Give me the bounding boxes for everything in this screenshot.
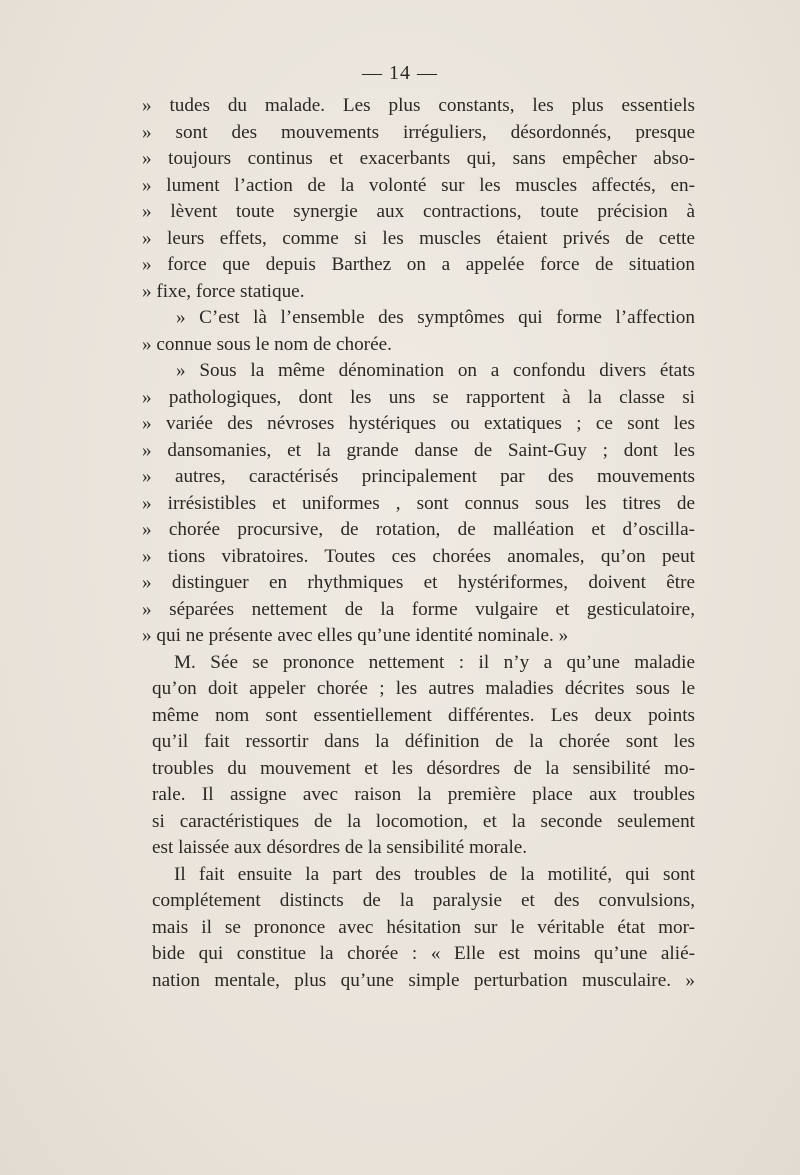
text-line: » leurs effets, comme si les muscles étaient privés de cette <box>142 227 695 249</box>
text-line: complétement distincts de la paralysie et des convulsions, <box>152 890 695 911</box>
text-line: mais il se prononce avec hésitation sur le véritable état mor- <box>152 916 695 938</box>
text-line: qu’on doit appeler chorée ; les autres maladies décrites sous le <box>152 678 695 699</box>
text-line: » autres, caractérisés principalement par des mouvements <box>142 466 695 487</box>
body-text <box>142 93 695 994</box>
text-line: » connue sous le nom de chorée. <box>142 333 392 355</box>
text-line: » tudes du malade. Les plus constants, les plus essentiels <box>142 95 695 116</box>
text-line: » qui ne présente avec elles qu’une identité nominale. » <box>142 625 569 646</box>
text-line: » C’est là l’ensemble des symptômes qui forme l’affection <box>176 307 695 328</box>
text-line: » tions vibratoires. Toutes ces chorées anomales, qu’on peut <box>142 545 695 567</box>
text-line: troubles du mouvement et les désordres de la sensibilité mo- <box>152 757 695 779</box>
text-line: » distinguer en rhythmiques et hystériformes, doivent être <box>142 572 695 593</box>
text-line: même nom sont essentiellement différentes. Les deux points <box>152 704 695 726</box>
text-line: est laissée aux désordres de la sensibilité morale. <box>152 837 528 858</box>
text-line: bide qui constitue la chorée : « Elle est moins qu’une alié- <box>152 943 695 964</box>
text-line: » force que depuis Barthez on a appelée force de situation <box>142 254 695 275</box>
text-line: qu’il fait ressortir dans la définition de la chorée sont les <box>152 731 695 752</box>
text-line: » dansomanies, et la grande danse de Saint-Guy ; dont les <box>142 439 695 461</box>
text-line: » toujours continus et exacerbants qui, sans empêcher abso- <box>142 148 695 169</box>
text-line: » Sous la même dénomination on a confondu divers états <box>176 360 695 381</box>
text-line: » lèvent toute synergie aux contractions, toute précision à <box>142 201 695 222</box>
text-line: » variée des névroses hystériques ou extatiques ; ce sont les <box>142 413 695 434</box>
text-line: » lument l’action de la volonté sur les muscles affectés, en- <box>142 174 695 196</box>
text-line: Il fait ensuite la part des troubles de la motilité, qui sont <box>174 863 695 885</box>
text-line: » chorée procursive, de rotation, de malléation et d’oscilla- <box>142 519 695 540</box>
text-line: » sont des mouvements irréguliers, désordonnés, presque <box>142 121 695 143</box>
text-line: nation mentale, plus qu’une simple perturbation musculaire. » <box>152 969 695 991</box>
text-line: » séparées nettement de la forme vulgaire et gesticulatoire, <box>142 598 695 620</box>
text-line: rale. Il assigne avec raison la première place aux troubles <box>152 784 695 805</box>
text-line: » irrésistibles et uniformes , sont connus sous les titres de <box>142 492 695 514</box>
text-line: » pathologiques, dont les uns se rapportent à la classe si <box>142 386 695 408</box>
page-number: — 14 — <box>362 62 438 84</box>
text-line: si caractéristiques de la locomotion, et la seconde seulement <box>152 810 695 832</box>
text-line: M. Sée se prononce nettement : il n’y a qu’une maladie <box>174 651 695 673</box>
text-line: » fixe, force statique. <box>142 280 305 302</box>
